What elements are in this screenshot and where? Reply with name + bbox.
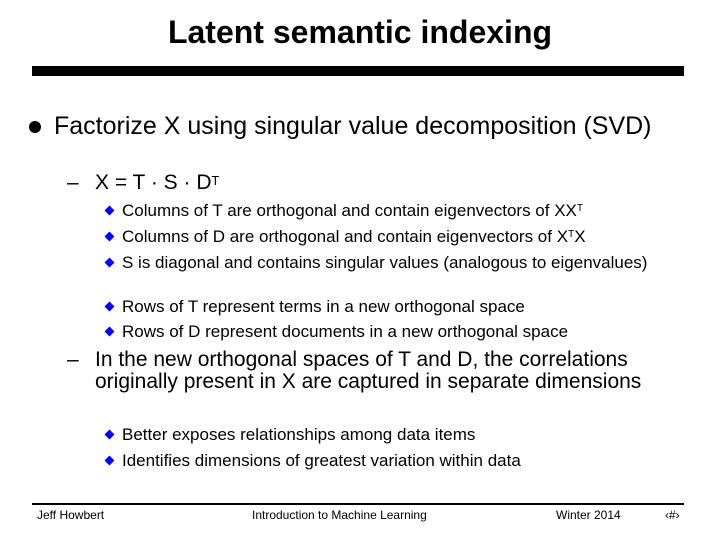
bullet-text: In the new orthogonal spaces of T and D, the correlations originally present in X are captured in separate dimensions — [95, 348, 642, 393]
bullet-level3 — [122, 424, 682, 445]
bullet-level3 — [122, 200, 682, 221]
bullet-text: X = T · S · D — [95, 171, 212, 194]
footer-term: Winter 2014 — [556, 508, 621, 522]
diamond-bullet-icon — [105, 327, 115, 337]
footer-author: Jeff Howbert — [37, 508, 105, 522]
bullet-text: S is diagonal and contains singular values (analogous to eigenvalues) — [122, 253, 648, 272]
bullet-text: Better exposes relationships among data items — [122, 425, 476, 444]
bullet-level3 — [122, 450, 682, 471]
diamond-bullet-icon — [105, 258, 115, 268]
superscript: T — [576, 203, 584, 215]
diamond-bullet-icon — [105, 206, 115, 216]
dash-bullet-icon: – — [67, 171, 79, 194]
dash-bullet-icon: – — [67, 348, 79, 371]
bullet-text: Columns of T are orthogonal and contain eigenvectors of XX — [122, 201, 577, 220]
bullet-text: Rows of D represent documents in a new orthogonal space — [122, 322, 569, 341]
footer-page-number: ‹#› — [665, 508, 680, 522]
bullet-level3 — [122, 321, 682, 342]
bullet-text: Columns of D are orthogonal and contain eigenvectors of X — [122, 227, 569, 246]
bullet-level3 — [89, 252, 649, 273]
bullet-text: Rows of T represent terms in a new orthogonal space — [122, 297, 525, 316]
bullet-text: Identifies dimensions of greatest variation within data — [122, 451, 521, 470]
bullet-text: Factorize X using singular value decomposition (SVD) — [54, 112, 652, 140]
round-bullet-icon — [29, 121, 41, 133]
diamond-bullet-icon — [105, 430, 115, 440]
diamond-bullet-icon — [105, 302, 115, 312]
bullet-level1 — [54, 112, 684, 140]
bullet-level3 — [122, 296, 682, 317]
bullet-level2 — [67, 348, 685, 393]
footer-course: Introduction to Machine Learning — [252, 508, 427, 522]
bullet-text-tail: X — [574, 227, 586, 246]
superscript: T — [211, 174, 220, 189]
bullet-level3 — [122, 226, 682, 247]
diamond-bullet-icon — [105, 456, 115, 466]
bullet-level2 — [67, 171, 685, 194]
diamond-bullet-icon — [105, 232, 115, 242]
superscript: T — [568, 229, 575, 241]
slide-title: Latent semantic indexing — [167, 14, 553, 50]
footer-rule — [32, 503, 684, 505]
